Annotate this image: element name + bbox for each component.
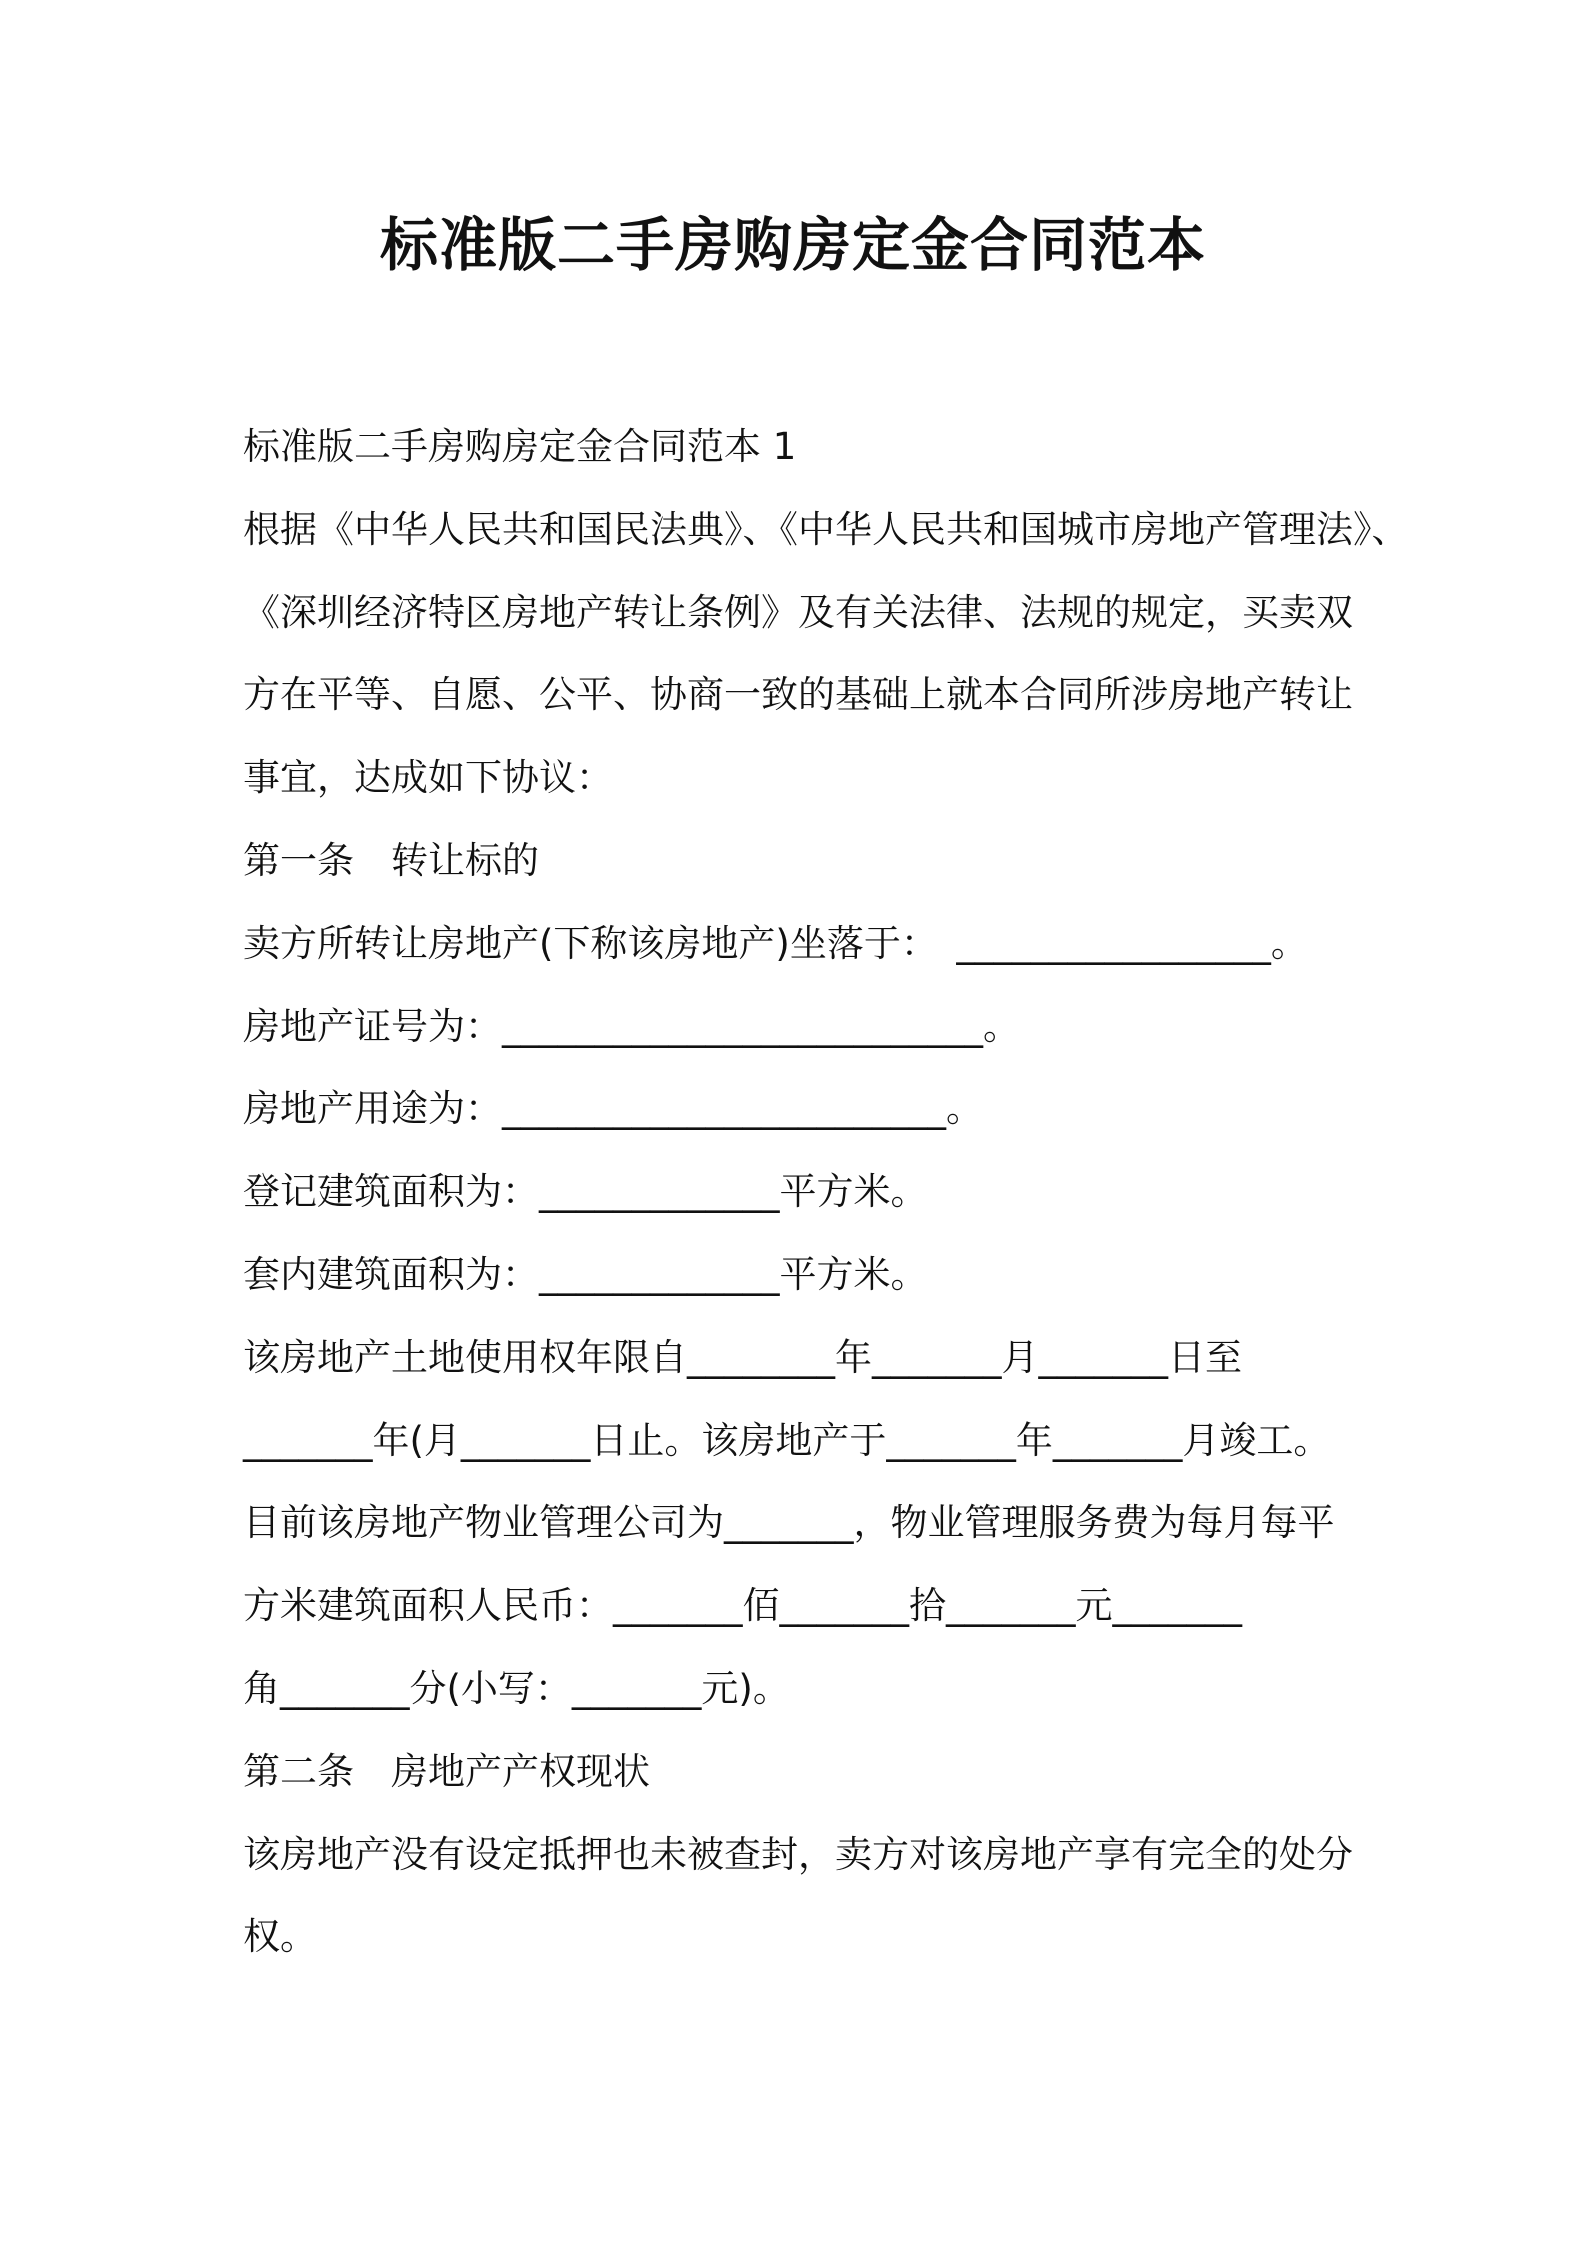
form-line-usage: 房地产用途为：________________________。 <box>243 1087 983 1131</box>
form-line-inner-area: 套内建筑面积为：_____________平方米。 <box>243 1252 928 1296</box>
form-line-fee: 方米建筑面积人民币：_______佰_______拾_______元_______ <box>243 1584 1242 1628</box>
paragraph-line: 该房地产没有设定抵押也未被查封，卖方对该房地产享有完全的处分 <box>243 1832 1353 1876</box>
article-heading: 第一条 转让标的 <box>243 838 539 882</box>
form-line-land-term: 该房地产土地使用权年限自________年_______月_______日至 <box>243 1335 1242 1379</box>
article-heading: 第二条 房地产产权现状 <box>243 1749 650 1793</box>
document-body <box>243 406 1409 1979</box>
form-line-land-term-end: _______年(月_______日止。该房地产于_______年_______月竣工。 <box>243 1418 1331 1462</box>
paragraph-line: 事宜，达成如下协议： <box>243 756 613 800</box>
paragraph-line: 根据《中华人民共和国民法典》、《中华人民共和国城市房地产管理法》、 <box>243 507 1409 551</box>
form-line-certificate: 房地产证号为：__________________________。 <box>243 1004 1020 1048</box>
document-title: 标准版二手房购房定金合同范本 <box>379 211 1206 279</box>
form-line-location: 卖方所转让房地产(下称该房地产)坐落于： _________________。 <box>243 921 1308 965</box>
form-line-registered-area: 登记建筑面积为：_____________平方米。 <box>243 1170 928 1214</box>
form-line-property-management: 目前该房地产物业管理公司为_______，物业管理服务费为每月每平 <box>243 1501 1335 1545</box>
paragraph-line: 《深圳经济特区房地产转让条例》及有关法律、法规的规定，买卖双 <box>243 590 1353 634</box>
paragraph-line: 方在平等、自愿、公平、协商一致的基础上就本合同所涉房地产转让 <box>243 673 1353 717</box>
form-line-fee-small: 角_______分(小写：_______元)。 <box>243 1666 790 1710</box>
section-heading: 标准版二手房购房定金合同范本 1 <box>243 425 797 468</box>
paragraph-line: 权。 <box>243 1915 317 1959</box>
